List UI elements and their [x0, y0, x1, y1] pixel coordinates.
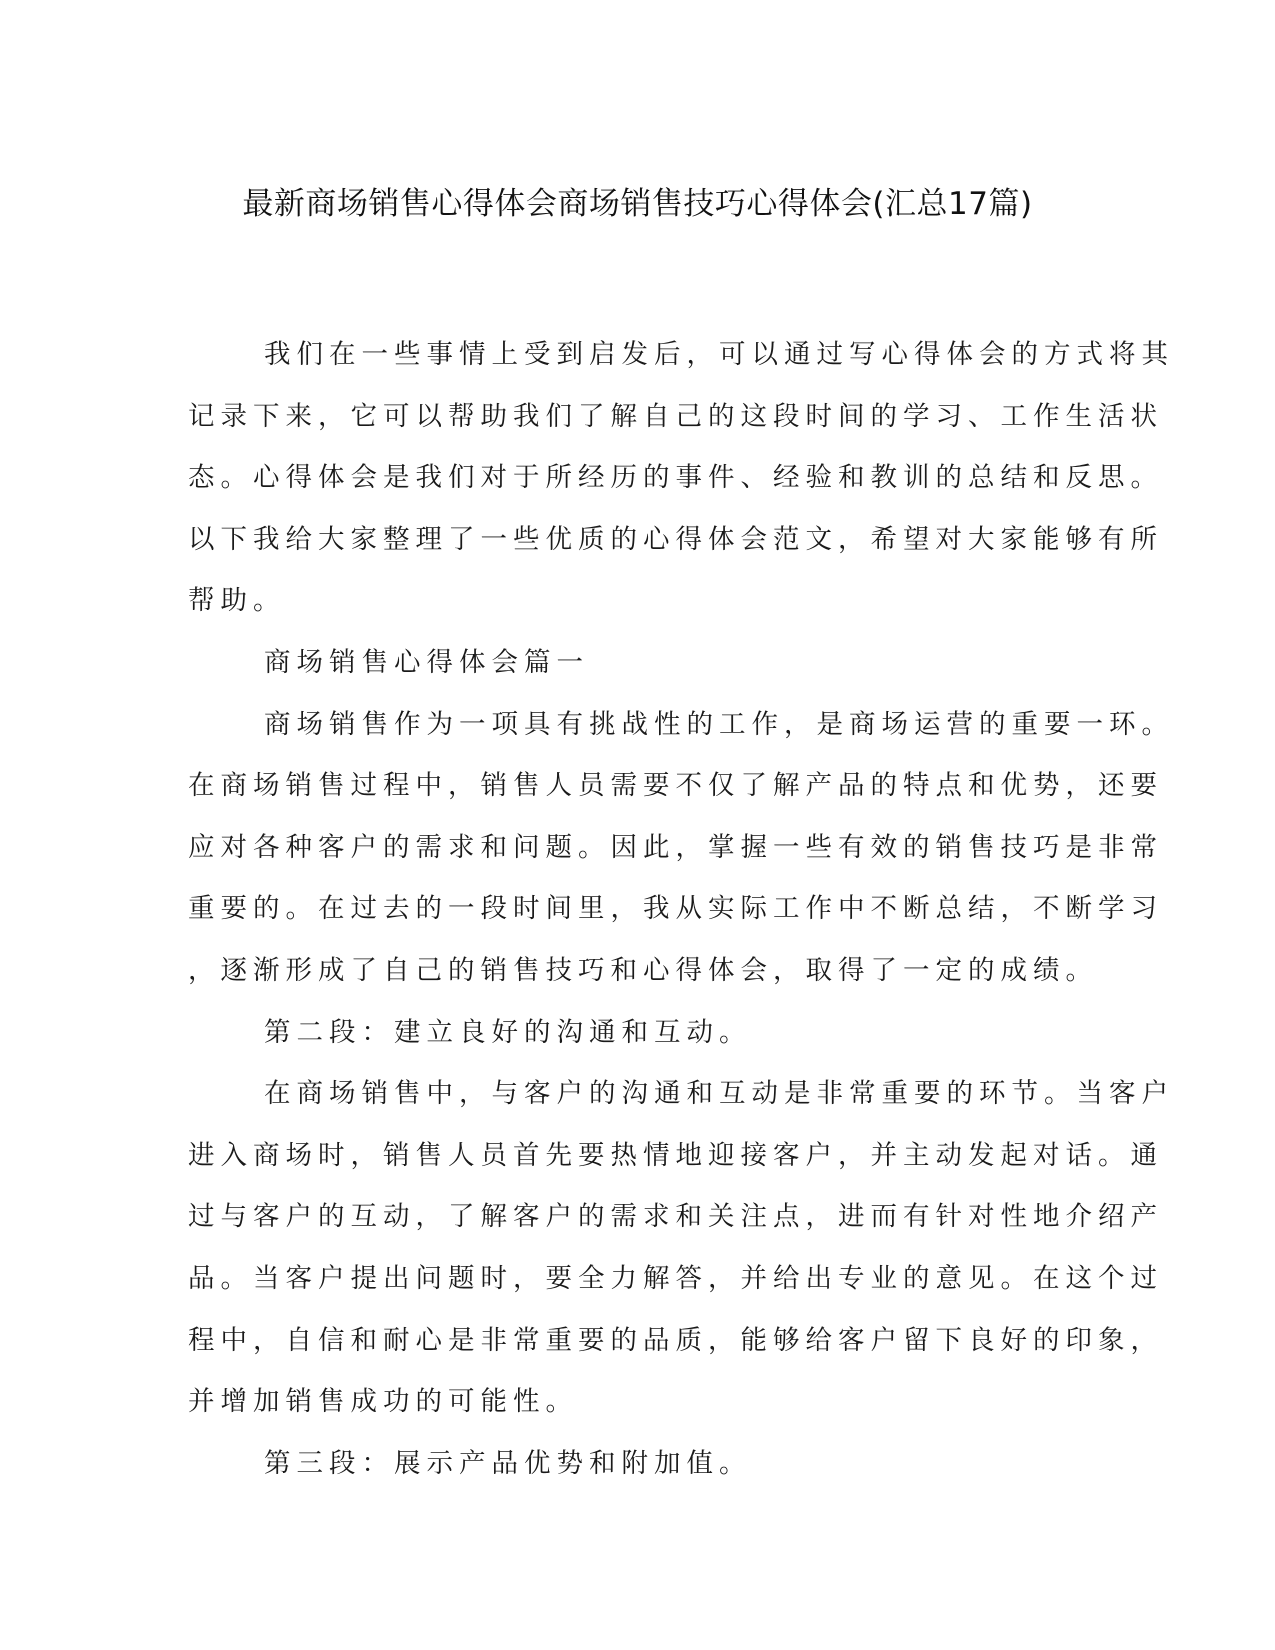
paragraph-line: 在商场销售中，与客户的沟通和互动是非常重要的环节。当客户 [264, 1078, 1174, 1110]
paragraph-line: 记录下来，它可以帮助我们了解自己的这段时间的学习、工作生活状 [188, 400, 1163, 432]
paragraph-intro [188, 324, 1174, 632]
section-heading-line: 商场销售心得体会篇一 [264, 646, 589, 678]
paragraph-line: 程中，自信和耐心是非常重要的品质，能够给客户留下良好的印象， [188, 1324, 1163, 1356]
paragraph-line: 品。当客户提出问题时，要全力解答，并给出专业的意见。在这个过 [188, 1262, 1163, 1294]
paragraph-line: 我们在一些事情上受到启发后，可以通过写心得体会的方式将其 [264, 339, 1174, 370]
document-body [188, 324, 1174, 1494]
paragraph-line: 并增加销售成功的可能性。 [188, 1386, 578, 1418]
section-heading-line: 第二段：建立良好的沟通和互动。 [264, 1016, 752, 1048]
paragraph-2 [188, 1063, 1174, 1433]
section-heading-1 [188, 632, 1078, 694]
paragraph-line: 以下我给大家整理了一些优质的心得体会范文，希望对大家能够有所 [188, 523, 1163, 555]
paragraph-line: 在商场销售过程中，销售人员需要不仅了解产品的特点和优势，还要 [188, 770, 1163, 802]
paragraph-line: 态。心得体会是我们对于所经历的事件、经验和教训的总结和反思。 [188, 462, 1163, 494]
section-heading-2 [188, 1002, 1078, 1064]
paragraph-line: ，逐渐形成了自己的销售技巧和心得体会，取得了一定的成绩。 [188, 954, 1098, 986]
section-heading-line: 第三段：展示产品优势和附加值。 [264, 1447, 752, 1479]
paragraph-line: 帮助。 [188, 585, 286, 617]
paragraph-1 [188, 694, 1174, 1002]
paragraph-line: 进入商场时，销售人员首先要热情地迎接客户，并主动发起对话。通 [188, 1139, 1163, 1171]
paragraph-line: 重要的。在过去的一段时间里，我从实际工作中不断总结，不断学习 [188, 893, 1163, 925]
paragraph-line: 商场销售作为一项具有挑战性的工作，是商场运营的重要一环。 [264, 708, 1174, 740]
paragraph-line: 应对各种客户的需求和问题。因此，掌握一些有效的销售技巧是非常 [188, 831, 1163, 863]
section-heading-3 [188, 1433, 1078, 1495]
paragraph-line: 过与客户的互动，了解客户的需求和关注点，进而有针对性地介绍产 [188, 1201, 1163, 1233]
document-title: 最新商场销售心得体会商场销售技巧心得体会(汇总17篇) [242, 186, 1033, 222]
